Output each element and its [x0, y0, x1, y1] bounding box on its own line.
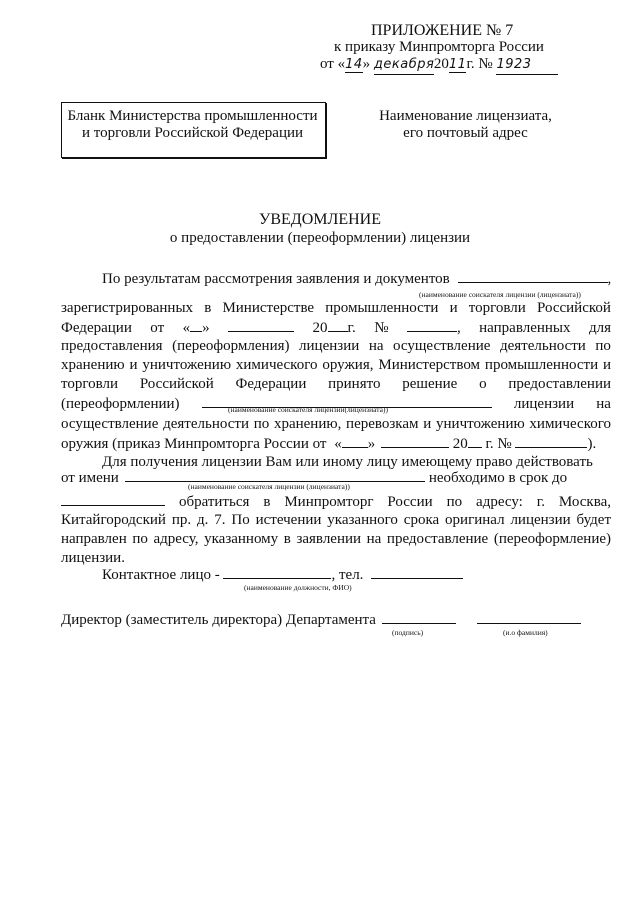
order-day-close: »	[367, 436, 376, 452]
letterhead-line1: Бланк Министерства промышленности	[67, 108, 318, 124]
p2-l2-deadline: необходимо в срок до	[428, 470, 568, 486]
document-subtitle: о предоставлении (переоформлении) лицензии	[169, 230, 471, 246]
contact-phone-label: , тел.	[331, 567, 364, 583]
p1-line5	[61, 356, 611, 375]
date-quote-close: »	[362, 56, 371, 72]
p1-l4-w1: (переоформления)	[172, 338, 290, 354]
p1-l7-reissue: (переоформлении)	[61, 396, 180, 412]
p1-l6-w4: решение	[402, 376, 458, 392]
director-label: Директор (заместитель директора) Департамента	[61, 612, 376, 628]
p1-l3-sent: направленных	[479, 320, 571, 336]
director-name-blank	[477, 610, 581, 624]
p1-line1-comma: ,	[607, 271, 612, 287]
p1-line8: осуществление деятельности по хранению, перевозкам и уничтожению химического	[61, 416, 611, 432]
p1-l4-w4: осуществление	[393, 338, 491, 354]
p1-l5-w3: химического	[235, 357, 318, 373]
p1-l5-w2: уничтожению	[142, 357, 232, 373]
p2-line3	[61, 492, 611, 512]
reg-number-blank	[407, 318, 457, 332]
p2-l3-w2: Минпромторг	[284, 494, 374, 510]
applicant-name-blank	[458, 269, 608, 283]
p2-l3-w4: по	[446, 494, 463, 510]
p2-l3-w7: Москва,	[558, 494, 611, 510]
order-number-sign: г. №	[485, 436, 512, 452]
p1-line1	[102, 269, 611, 289]
p1-l2-w5: торговли	[468, 300, 526, 316]
caption-signature: (подпись)	[392, 628, 424, 637]
caption-applicant-2: (наименование соискателя лицензии(лицензиата))	[228, 405, 388, 414]
p1-l4-w5: деятельности	[499, 338, 586, 354]
p1-l7-on: на	[596, 396, 611, 412]
order-date-line	[320, 55, 558, 75]
p2-line4: Китайгородский пр. д. 7. По истечении указанного срока оригинал лицензии будет	[61, 512, 611, 528]
p1-l2-w2: Министерстве	[222, 300, 315, 316]
order-month-blank	[381, 434, 449, 448]
p1-l3-from: от	[150, 320, 165, 336]
p1-l5-w7: и	[602, 357, 611, 373]
contact-line	[102, 565, 463, 585]
reg-day-open: «	[182, 320, 191, 336]
applicant-name-blank-3	[125, 468, 425, 482]
addressee-line2: его почтовый адрес	[403, 125, 528, 141]
p1-l2-w3: промышленности	[325, 300, 439, 316]
contact-phone-blank	[371, 565, 463, 579]
order-reference: к приказу Минпромторга России	[334, 39, 544, 55]
reg-number-sign: №	[374, 320, 389, 336]
p2-l3-w6: г.	[536, 494, 545, 510]
p1-line9	[61, 434, 596, 454]
p1-l5-w0: хранению	[61, 357, 125, 373]
p1-l4-w0: предоставления	[61, 338, 163, 354]
p2-l3-w5: адресу:	[476, 494, 523, 510]
p2-line5: направлен по адресу, указанному в заявлении на предоставление (переоформление)	[61, 531, 611, 547]
p2-l3-w0: обратиться	[178, 494, 250, 510]
handwritten-order-number: 1923	[496, 55, 558, 75]
appendix-title: ПРИЛОЖЕНИЕ № 7	[371, 22, 514, 39]
p2-l2-on-behalf: от имени	[61, 470, 119, 486]
p1-l3-for: для	[588, 320, 611, 336]
addressee-line1: Наименование лицензиата,	[379, 108, 552, 124]
reg-day-blank	[190, 318, 202, 332]
letterhead-line2: и торговли Российской Федерации	[81, 125, 304, 141]
p1-line2	[61, 299, 611, 318]
p1-l4-w2: лицензии	[299, 338, 360, 354]
date-year-prefix: 20	[433, 56, 449, 72]
order-year-blank	[468, 434, 482, 448]
caption-contact: (наименование должности, ФИО)	[244, 583, 352, 592]
handwritten-day: 14	[345, 57, 363, 72]
caption-director-name: (и.о фамилия)	[503, 628, 548, 637]
p1-line4	[61, 337, 611, 356]
p1-l2-w1: в	[204, 300, 212, 316]
p2-l3-w3: России	[387, 494, 433, 510]
deadline-date-blank	[61, 492, 165, 506]
p1-l2-w4: и	[449, 300, 458, 316]
p1-line1-text: По результатам рассмотрения заявления и документов	[102, 271, 450, 287]
date-year-suffix: г. №	[466, 56, 493, 72]
p1-l6-w5: о	[479, 376, 487, 392]
reg-year	[313, 318, 356, 338]
p1-line3	[61, 318, 611, 338]
reg-year-suffix: г.	[347, 320, 356, 336]
handwritten-year: 11	[448, 57, 467, 72]
p1-l6-w1: Российской	[139, 376, 214, 392]
p1-l9-text: оружия (приказ Минпромторга России от	[61, 436, 327, 452]
p1-l5-w1: и	[129, 357, 138, 373]
reg-day-close: »	[202, 320, 210, 336]
reg-date-day	[183, 318, 210, 338]
p1-line6	[61, 375, 611, 394]
p1-l6-w0: торговли	[61, 376, 119, 392]
p1-l5-w6: промышленности	[484, 357, 599, 373]
p2-l3-w1: в	[263, 494, 271, 510]
reg-year-prefix: 20	[312, 320, 328, 336]
director-line	[61, 610, 581, 630]
p1-l2-w6: Российской	[536, 300, 611, 316]
order-day-open: «	[334, 436, 342, 452]
caption-applicant: (наименование соискателя лицензии (лицензиата))	[419, 290, 581, 299]
reg-month-blank	[228, 318, 294, 332]
signature-blank	[382, 610, 456, 624]
order-day-blank	[342, 434, 368, 448]
p2-line1: Для получения лицензии Вам или иному лицу имеющему право действовать	[102, 454, 593, 470]
order-year-prefix: 20	[452, 436, 468, 452]
p1-l5-w4: оружия,	[322, 357, 374, 373]
p1-l4-w6: по	[595, 338, 611, 354]
p2-line6: лицензии.	[61, 550, 125, 566]
reg-number	[407, 318, 461, 338]
p1-l6-w6: предоставлении	[508, 376, 611, 392]
date-prefix: от «	[320, 56, 346, 72]
handwritten-month: декабря	[374, 55, 434, 75]
p1-l6-w2: Федерации	[235, 376, 307, 392]
p1-l4-w3: на	[368, 338, 384, 354]
order-close: ).	[587, 436, 597, 452]
p1-l6-w3: принято	[328, 376, 381, 392]
p1-l3-federation: Федерации	[61, 320, 132, 336]
p1-l7-license: лицензии	[513, 396, 575, 412]
document-title: УВЕДОМЛЕНИЕ	[259, 211, 381, 228]
p1-l2-w0: зарегистрированных	[61, 300, 194, 316]
reg-number-comma: ,	[456, 320, 461, 336]
contact-person-blank	[223, 565, 331, 579]
order-number-blank	[515, 434, 587, 448]
contact-label: Контактное лицо -	[102, 567, 220, 583]
reg-year-blank	[328, 318, 348, 332]
caption-applicant-3: (наименование соискателя лицензии (лицензиата))	[188, 482, 350, 491]
p1-l5-w5: Министерством	[378, 357, 481, 373]
